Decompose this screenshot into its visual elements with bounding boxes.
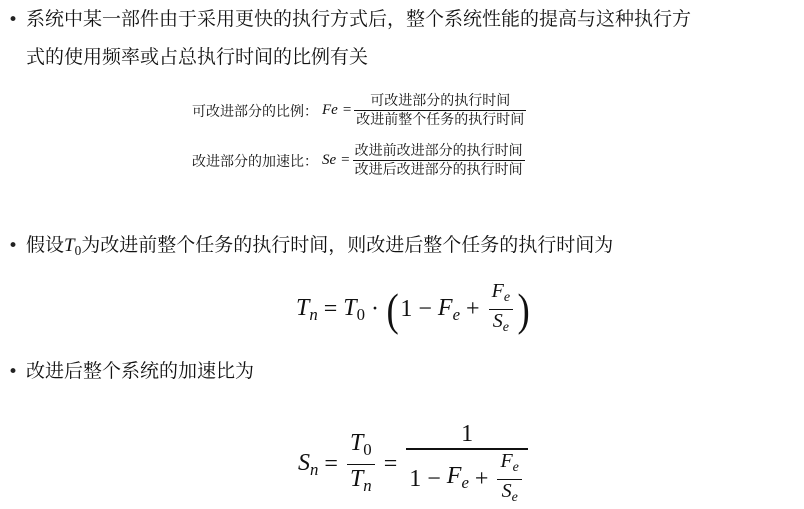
t0-variable	[64, 235, 81, 256]
t0-letter: T	[343, 295, 356, 321]
plus-sign: +	[466, 296, 480, 323]
sn-lhs	[298, 450, 318, 480]
bullet-dot: •	[8, 229, 26, 263]
fe-subscript: e	[504, 290, 510, 305]
left-paren: (	[387, 287, 399, 333]
minus-sign: −	[418, 296, 432, 323]
fraction-denominator	[490, 310, 512, 339]
fe-subscript: e	[461, 473, 468, 492]
t0-over-tn-fraction	[347, 429, 375, 501]
fraction-numerator	[347, 429, 375, 464]
bullet-1-line-1: 系统中某一部件由于采用更快的执行方式后，整个系统性能的提高与这种执行方	[26, 8, 691, 30]
fe-subscript: e	[453, 305, 460, 324]
sn-subscript: n	[310, 460, 318, 479]
se-variable: Se	[322, 152, 336, 169]
fe-label: 可改进部分的比例：	[192, 101, 318, 121]
fe-over-se-fraction	[489, 280, 513, 340]
se-letter: S	[493, 310, 503, 332]
tn-lhs	[296, 295, 318, 325]
fraction-denominator	[406, 450, 528, 509]
se-subscript: e	[512, 490, 518, 505]
fe-letter: F	[500, 450, 512, 472]
bullet-item-3	[8, 354, 254, 389]
multiply-dot: ·	[371, 296, 379, 323]
right-paren: )	[518, 287, 530, 333]
t0-term	[343, 295, 365, 325]
fe-over-se-fraction	[497, 450, 521, 509]
formula-tn	[296, 280, 531, 340]
t0-subscript: 0	[357, 305, 365, 324]
fe-letter: F	[492, 280, 504, 302]
fraction-denominator	[347, 465, 375, 500]
definition-se	[192, 142, 525, 179]
fraction-numerator	[489, 280, 513, 309]
fe-variable: Fe	[322, 102, 338, 119]
fraction-numerator: 1	[458, 420, 476, 448]
fe-letter: F	[438, 295, 453, 321]
se-letter: S	[502, 480, 512, 502]
bullet-dot: •	[8, 355, 26, 389]
plus-sign: +	[475, 465, 489, 493]
one: 1	[400, 296, 412, 323]
one: 1	[409, 465, 421, 493]
speedup-fraction	[406, 420, 528, 509]
tn-subscript: n	[309, 305, 317, 324]
se-subscript: e	[503, 321, 509, 336]
bullet-3-text: 改进后整个系统的加速比为	[26, 360, 254, 382]
sn-letter: S	[298, 450, 310, 476]
bullet-item-1	[8, 2, 691, 37]
equals-sign: =	[324, 451, 338, 478]
fe-numerator: 可改进部分的执行时间	[368, 92, 512, 110]
fe-term	[438, 295, 460, 325]
fe-equals: =	[343, 102, 351, 119]
bullet-item-2	[8, 228, 613, 268]
se-label: 改进部分的加速比：	[192, 151, 318, 171]
tn-letter: T	[350, 466, 363, 492]
se-fraction	[353, 142, 525, 179]
equals-sign: =	[384, 451, 398, 478]
t0-letter: T	[350, 430, 363, 456]
inner-denominator	[499, 480, 521, 509]
se-denominator: 改进后改进部分的执行时间	[353, 161, 525, 179]
bullet-1-line-2: 式的使用频率或占总执行时间的比例有关	[26, 40, 368, 74]
tn-letter: T	[296, 295, 309, 321]
tn-subscript: n	[363, 476, 371, 495]
bullet-2-prefix: 假设	[26, 234, 64, 256]
bullet-2-suffix: 为改进前整个任务的执行时间，则改进后整个任务的执行时间为	[81, 234, 613, 256]
equals-sign: =	[324, 296, 338, 323]
t0-subscript: 0	[75, 243, 82, 258]
fe-subscript: e	[513, 460, 519, 475]
fe-fraction	[354, 92, 526, 129]
bullet-dot: •	[8, 3, 26, 37]
fe-denominator: 改进前整个任务的执行时间	[354, 111, 526, 129]
fe-letter: F	[447, 463, 462, 489]
fe-term	[447, 462, 469, 497]
minus-sign: −	[427, 465, 441, 493]
definition-fe	[192, 92, 526, 129]
formula-sn	[298, 420, 531, 509]
t0-letter: T	[64, 235, 75, 256]
t0-subscript: 0	[363, 440, 371, 459]
se-equals: =	[341, 152, 349, 169]
inner-numerator	[497, 450, 521, 479]
se-numerator: 改进前改进部分的执行时间	[353, 142, 525, 160]
